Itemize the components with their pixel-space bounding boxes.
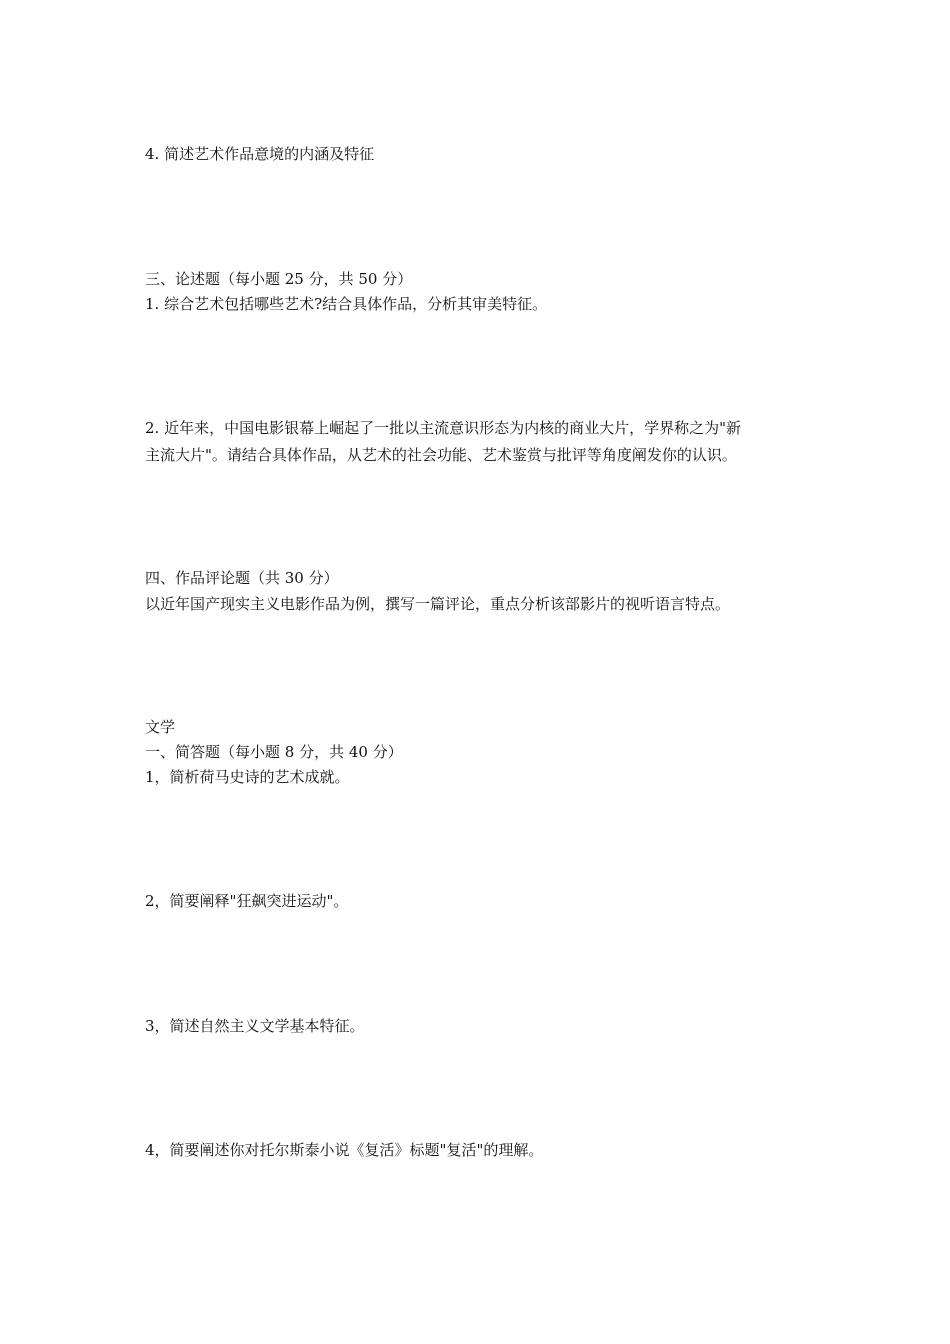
- literature-question-3: 3，简述自然主义文学基本特征。: [145, 1017, 365, 1035]
- section-4-heading: 四、作品评论题（共 30 分）: [145, 569, 339, 587]
- section-3-question-1: 1. 综合艺术包括哪些艺术?结合具体作品，分析其审美特征。: [145, 295, 548, 313]
- literature-question-4: 4，简要阐述你对托尔斯泰小说《复活》标题"复活"的理解。: [145, 1141, 544, 1159]
- literature-question-1: 1，简析荷马史诗的艺术成就。: [145, 768, 350, 786]
- section-4-body: 以近年国产现实主义电影作品为例，撰写一篇评论，重点分析该部影片的视听语言特点。: [145, 595, 731, 613]
- section-3-question-2-line-2: 主流大片"。请结合具体作品，从艺术的社会功能、艺术鉴赏与批评等角度阐发你的认识。: [145, 446, 737, 464]
- literature-question-2: 2，简要阐释"狂飙突进运动"。: [145, 892, 349, 910]
- section-3-question-2-line-1: 2. 近年来，中国电影银幕上崛起了一批以主流意识形态为内核的商业大片，学界称之为"新: [145, 419, 741, 437]
- literature-title: 文学: [145, 718, 176, 736]
- art-question-4: 4. 简述艺术作品意境的内涵及特征: [145, 145, 375, 163]
- literature-section-1-heading: 一、简答题（每小题 8 分，共 40 分）: [145, 743, 403, 761]
- section-3-heading: 三、论述题（每小题 25 分，共 50 分）: [145, 270, 413, 288]
